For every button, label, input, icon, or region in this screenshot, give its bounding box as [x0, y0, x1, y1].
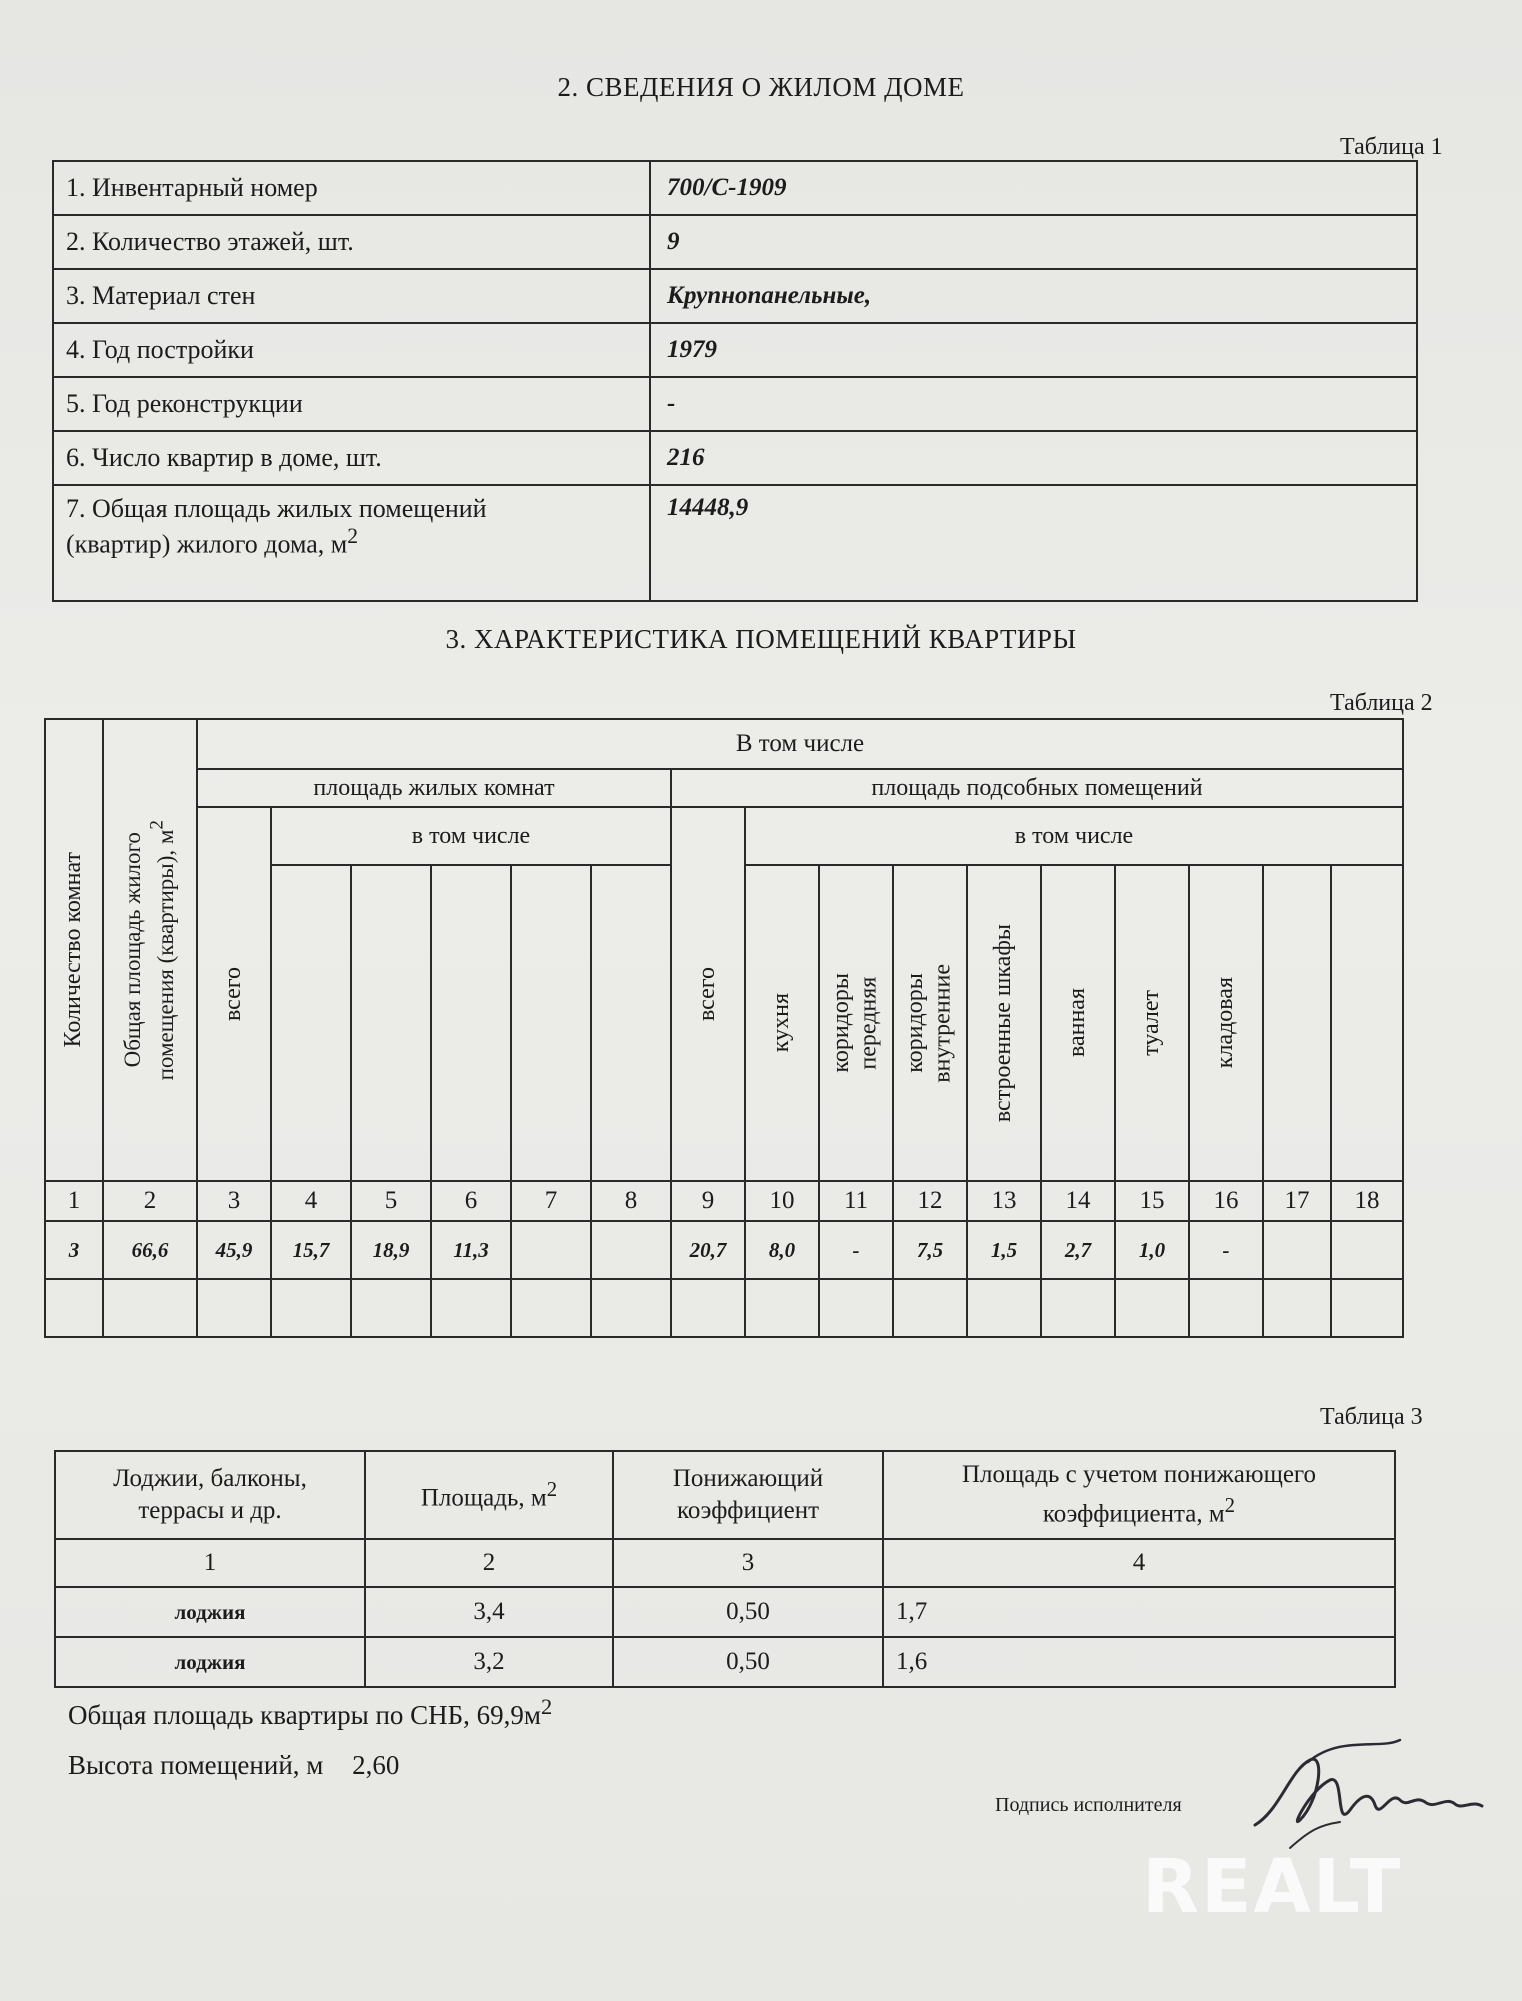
data-cell: -: [1189, 1221, 1263, 1279]
column-number: 18: [1331, 1181, 1403, 1221]
row-value: -: [650, 377, 1417, 431]
header-text: всего: [694, 966, 721, 1022]
header-reduced-area: Площадь с учетом понижающего коэффициента, $м^2$: [883, 1451, 1395, 1539]
table-1-house-info: [52, 160, 1418, 602]
column-number: 17: [1263, 1181, 1331, 1221]
header-area: Площадь, $м^2$: [365, 1451, 613, 1539]
column-number: 12: [893, 1181, 967, 1221]
header-loggias: Лоджии, балконы, террасы и др.: [55, 1451, 365, 1539]
column-number: 4: [271, 1181, 351, 1221]
column-number: 3: [197, 1181, 271, 1221]
empty-cell: [511, 1279, 591, 1337]
header-text: всего: [220, 966, 247, 1022]
data-cell: [1331, 1221, 1403, 1279]
data-cell: 2,7: [1041, 1221, 1115, 1279]
row-value: 14448,9: [650, 485, 1417, 601]
header-coefficient: Понижающий коэффициент: [613, 1451, 883, 1539]
loggia-area: 3,4: [365, 1587, 613, 1637]
data-cell: 15,7: [271, 1221, 351, 1279]
empty-cell: [671, 1279, 745, 1337]
table-header-row: [45, 719, 1403, 769]
table-header-row: [45, 807, 1403, 865]
data-cell: [511, 1221, 591, 1279]
data-cell: 1,5: [967, 1221, 1041, 1279]
table-row: [53, 377, 1417, 431]
row-label-line1: 7. Общая площадь жилых помещений: [66, 494, 487, 523]
row-value: 1979: [650, 323, 1417, 377]
column-number: 1: [45, 1181, 103, 1221]
column-number: 4: [883, 1539, 1395, 1587]
loggia-area: 3,2: [365, 1637, 613, 1687]
empty-cell: [967, 1279, 1041, 1337]
empty-cell: [591, 1279, 671, 1337]
empty-cell: [745, 1279, 819, 1337]
empty-cell: [591, 865, 671, 1181]
empty-cell: [819, 1279, 893, 1337]
table-row: [53, 215, 1417, 269]
loggia-coefficient: 0,50: [613, 1587, 883, 1637]
table-header-row: [55, 1451, 1395, 1539]
room-height-value: 2,60: [352, 1750, 400, 1780]
empty-cell: [103, 1279, 197, 1337]
empty-cell: [1263, 1279, 1331, 1337]
empty-cell: [1331, 865, 1403, 1181]
header-rooms-count: [45, 719, 103, 1181]
row-label: 1. Инвентарный номер: [53, 161, 650, 215]
header-aux-total: [671, 807, 745, 1181]
loggia-name: лоджия: [55, 1637, 365, 1687]
room-height: [68, 1750, 399, 1781]
loggia-reduced-area: 1,7: [883, 1587, 1395, 1637]
column-number: 3: [613, 1539, 883, 1587]
column-number: 11: [819, 1181, 893, 1221]
loggia-coefficient: 0,50: [613, 1637, 883, 1687]
table-3-loggias: [54, 1450, 1396, 1688]
empty-cell: [893, 1279, 967, 1337]
header-total-area: [103, 719, 197, 1181]
row-label: 5. Год реконструкции: [53, 377, 650, 431]
column-numbers-row: [45, 1181, 1403, 1221]
row-value: 9: [650, 215, 1417, 269]
data-cell: 45,9: [197, 1221, 271, 1279]
column-number: 1: [55, 1539, 365, 1587]
signature-image: [1250, 1730, 1490, 1860]
loggia-reduced-area: 1,6: [883, 1637, 1395, 1687]
row-value: Крупнопанельные,: [650, 269, 1417, 323]
data-row: [45, 1221, 1403, 1279]
header-toilet: туалет: [1115, 865, 1189, 1181]
table-header-row: [45, 769, 1403, 807]
header-bathroom: ванная: [1041, 865, 1115, 1181]
column-number: 15: [1115, 1181, 1189, 1221]
row-label: 6. Число квартир в доме, шт.: [53, 431, 650, 485]
data-cell: 18,9: [351, 1221, 431, 1279]
data-cell: 66,6: [103, 1221, 197, 1279]
header-auxiliary-area: площадь подсобных помещений: [671, 769, 1403, 807]
empty-cell: [1115, 1279, 1189, 1337]
data-cell: [1263, 1221, 1331, 1279]
table-row: [53, 323, 1417, 377]
section-2-title: 2. СВЕДЕНИЯ О ЖИЛОМ ДОМЕ: [557, 72, 965, 102]
data-cell: 7,5: [893, 1221, 967, 1279]
realt-watermark: REALT: [1142, 1844, 1403, 1930]
column-number: 8: [591, 1181, 671, 1221]
table-row: [55, 1587, 1395, 1637]
column-number: 9: [671, 1181, 745, 1221]
column-number: 2: [365, 1539, 613, 1587]
empty-cell: [45, 1279, 103, 1337]
column-number: 6: [431, 1181, 511, 1221]
empty-cell: [1263, 865, 1331, 1181]
row-label: 4. Год постройки: [53, 323, 650, 377]
signature-label: Подпись исполнителя: [995, 1794, 1182, 1816]
data-cell: -: [819, 1221, 893, 1279]
data-cell: 8,0: [745, 1221, 819, 1279]
table-row: [55, 1637, 1395, 1687]
empty-cell: [351, 865, 431, 1181]
header-aux-in-that-number: в том числе: [745, 807, 1403, 865]
empty-cell: [1331, 1279, 1403, 1337]
column-number: 7: [511, 1181, 591, 1221]
header-kitchen: кухня: [745, 865, 819, 1181]
data-cell: 11,3: [431, 1221, 511, 1279]
header-living-total: [197, 807, 271, 1181]
table-row: [53, 269, 1417, 323]
loggia-name: лоджия: [55, 1587, 365, 1637]
row-value: 700/С-1909: [650, 161, 1417, 215]
column-number: 5: [351, 1181, 431, 1221]
column-number: 16: [1189, 1181, 1263, 1221]
table-row: [53, 431, 1417, 485]
row-label-line2: (квартир) жилого дома, м: [66, 529, 348, 559]
header-built-in-closets: встроенные шкафы: [967, 865, 1041, 1181]
empty-cell: [1189, 1279, 1263, 1337]
data-cell: 1,0: [1115, 1221, 1189, 1279]
row-label: 2. Количество этажей, шт.: [53, 215, 650, 269]
row-value: 216: [650, 431, 1417, 485]
header-corridors-front: коридоры передняя: [819, 865, 893, 1181]
data-cell: 3: [45, 1221, 103, 1279]
table-row: [53, 161, 1417, 215]
empty-row: [45, 1279, 1403, 1337]
row-label: 3. Материал стен: [53, 269, 650, 323]
table-1-label: Таблица 1: [1340, 134, 1443, 160]
header-including: В том числе: [197, 719, 1403, 769]
column-numbers-row: [55, 1539, 1395, 1587]
empty-cell: [351, 1279, 431, 1337]
table-2-label: Таблица 2: [1330, 690, 1433, 716]
empty-cell: [431, 865, 511, 1181]
column-number: 10: [745, 1181, 819, 1221]
table-3-label: Таблица 3: [1320, 1404, 1423, 1430]
empty-cell: [271, 865, 351, 1181]
header-text: Общая площадь жилого помещения (квартиры), $м^2$: [120, 819, 179, 1081]
data-cell: 20,7: [671, 1221, 745, 1279]
column-number: 14: [1041, 1181, 1115, 1221]
column-number: 2: [103, 1181, 197, 1221]
header-living-area: площадь жилых комнат: [197, 769, 671, 807]
header-storage: кладовая: [1189, 865, 1263, 1181]
total-apartment-area: Общая площадь квартиры по СНБ, $69,9м^2$: [68, 1694, 553, 1730]
section-3-title: 3. ХАРАКТЕРИСТИКА ПОМЕЩЕНИЙ КВАРТИРЫ: [445, 624, 1077, 654]
empty-cell: [271, 1279, 351, 1337]
empty-cell: [431, 1279, 511, 1337]
row-label: [53, 485, 650, 601]
empty-cell: [511, 865, 591, 1181]
table-2-rooms: [44, 718, 1404, 1338]
header-text: Количество комнат: [60, 852, 87, 1048]
table-row: [53, 485, 1417, 601]
column-number: 13: [967, 1181, 1041, 1221]
header-living-in-that-number: в том числе: [271, 807, 671, 865]
room-height-label: Высота помещений, м: [68, 1750, 324, 1780]
superscript: 2: [347, 524, 359, 548]
empty-cell: [197, 1279, 271, 1337]
empty-cell: [1041, 1279, 1115, 1337]
data-cell: [591, 1221, 671, 1279]
header-corridors-internal: коридоры внутренние: [893, 865, 967, 1181]
